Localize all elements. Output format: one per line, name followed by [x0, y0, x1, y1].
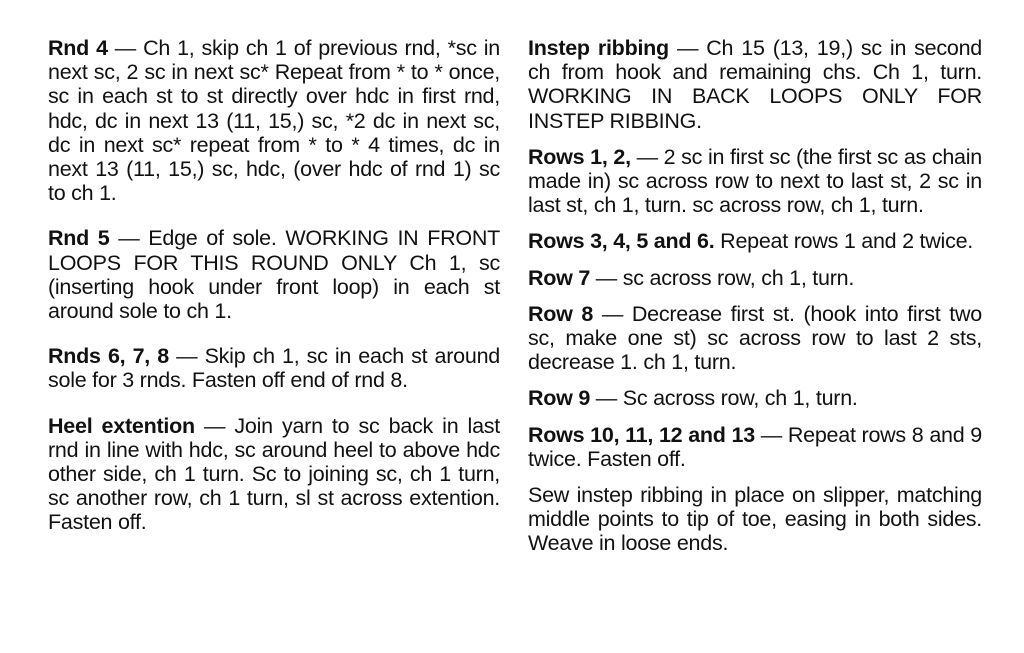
pattern-step-row-9 [528, 386, 982, 410]
step-instructions: — Sc across row, ch 1, turn. [590, 386, 858, 411]
pattern-step-rows-1-2 [528, 145, 982, 218]
step-heading: Row 9 [528, 386, 591, 411]
step-instructions: — Ch 15 (13, 19,) sc in second ch from hook and remaining chs. Ch 1, turn. WORKING IN BACK LOOPS ONLY FOR INSTEP RIBBING. [528, 36, 983, 133]
step-heading: Instep ribbing [528, 36, 669, 60]
step-heading: Rows 1, 2, [528, 144, 631, 169]
step-instructions: — 2 sc in first sc (the first sc as chain made in) sc across row to next to last st, 2 sc in last st, ch 1, turn. sc across row, ch 1, turn. [528, 144, 982, 218]
step-instructions: — Decrease first st. (hook into first two sc, make one st) sc across row to last 2 sts, decrease 1. ch 1, turn. [528, 301, 982, 375]
pattern-step-rnds-6-7-8 [48, 344, 500, 392]
step-heading: Rnds 6, 7, 8 [48, 344, 169, 369]
step-heading: Rows 10, 11, 12 and 13 [528, 422, 755, 447]
step-instructions: — Join yarn to sc back in last rnd in line with hdc, sc around heel to above hdc other side, ch 1 turn. Sc to joining sc, ch 1 turn, sc another row, ch 1 turn, sl st across extention. Fasten off. [48, 413, 501, 535]
step-heading: Row 7 [528, 265, 591, 290]
step-instructions: — sc across row, ch 1, turn. [590, 265, 855, 290]
pattern-step-rnd-5 [48, 226, 500, 323]
step-heading: Rnd 5 [48, 226, 110, 251]
step-instructions: — Skip ch 1, sc in each st around sole for 3 rnds. Fasten off end of rnd 8. [48, 344, 500, 393]
step-instructions: — Repeat rows 8 and 9 twice. Fasten off. [528, 422, 982, 471]
pattern-finishing-instructions [528, 483, 982, 556]
step-instructions: Sew instep ribbing in place on slipper, matching middle points to tip of toe, easing in both sides. Weave in loose ends. [528, 483, 982, 556]
pattern-step-heel-extention [48, 414, 500, 535]
pattern-step-rnd-4 [48, 36, 500, 205]
right-column [528, 36, 982, 556]
step-instructions: Repeat rows 1 and 2 twice. [714, 229, 973, 254]
step-heading: Row 8 [528, 301, 594, 326]
step-heading: Heel extention [48, 413, 195, 438]
step-heading: Rows 3, 4, 5 and 6. [528, 229, 715, 254]
pattern-step-rows-10-13 [528, 423, 982, 471]
pattern-step-row-8 [528, 302, 982, 375]
step-heading: Rnd 4 [48, 36, 108, 60]
step-instructions: — Ch 1, skip ch 1 of previous rnd, *sc in next sc, 2 sc in next sc* Repeat from * to * once, sc in each st to st directly over hdc in first rnd, hdc, dc in next 13 (11, 15,) sc, *2 dc in next sc, dc in next sc* repeat from * to * 4 times, dc in next 13 (11, 15,) sc, hdc, (over hdc of rnd 1) sc to ch 1. [48, 36, 500, 206]
pattern-step-row-7 [528, 266, 982, 290]
step-instructions: — Edge of sole. WORKING IN FRONT LOOPS FOR THIS ROUND ONLY Ch 1, sc (inserting hook under front loop) in each st around sole to ch 1. [48, 226, 500, 324]
pattern-step-rows-3-6 [528, 229, 982, 253]
left-column [48, 36, 500, 535]
pattern-step-instep-ribbing [528, 36, 982, 133]
